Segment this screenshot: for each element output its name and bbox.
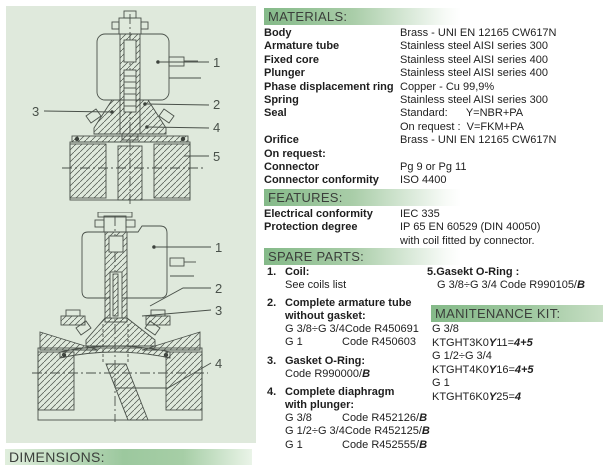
item-number: 2. — [267, 297, 277, 310]
o-ring-right — [181, 137, 185, 141]
feature-label: Protection degree — [264, 221, 358, 234]
material-label: Orifice — [264, 134, 299, 147]
spare-parts-list — [267, 266, 435, 452]
spare-part-item-5 — [427, 266, 603, 292]
kit-code: KTGHT4K0Y16=4+5 — [432, 363, 534, 376]
item-line: G 3/8÷G 3/4Code R450691 — [285, 322, 419, 335]
kit-code: KTGHT6K0Y25=4 — [432, 390, 521, 403]
callout-label: 4 — [215, 356, 223, 371]
material-label: Connector — [264, 160, 319, 173]
material-value: Pg 9 or Pg 11 — [400, 160, 467, 173]
callout-label: 4 — [213, 120, 221, 135]
spade-terminal — [169, 57, 201, 78]
item-line: G 1/2÷G 3/4Code R452125/B — [285, 425, 430, 438]
table-row — [264, 67, 604, 80]
item-title: Complete armature tube — [285, 297, 412, 310]
body-center — [118, 146, 142, 200]
port-left — [38, 352, 74, 410]
spare-part-item — [267, 386, 435, 452]
item-title: Coil: — [285, 266, 310, 278]
table-row — [264, 40, 604, 53]
material-label: Spring — [264, 93, 299, 106]
spare-part-item — [267, 266, 435, 292]
item-title: 5.Gasekt O-Ring : — [427, 266, 520, 278]
kit-code: KTGHT3K0Y11=4+5 — [432, 336, 533, 349]
material-value: Brass - UNI EN 12165 CW617N — [400, 27, 557, 39]
item-line: G 1 Code R450603 — [285, 336, 417, 349]
callout-label: 1 — [213, 55, 221, 70]
material-value: Stainless steel AISI series 400 — [400, 67, 548, 80]
item-line: G 3/8÷G 3/4 Code R990105/B — [437, 278, 585, 291]
material-label: Armature tube — [264, 40, 340, 53]
feature-value: IP 65 EN 60529 (DIN 40050) — [400, 221, 541, 234]
port-right — [166, 352, 202, 410]
item-title: Complete diaphragm — [285, 386, 395, 399]
table-row — [264, 134, 604, 147]
callout-label: 2 — [213, 97, 221, 112]
feature-value: with coil fitted by connector. — [400, 234, 535, 247]
item-line: G 1 Code R452555/B — [285, 438, 428, 451]
materials-table — [264, 27, 604, 188]
material-label: On request: — [264, 147, 326, 160]
table-row — [264, 54, 604, 67]
material-value: On request : V=FKM+PA — [400, 120, 524, 133]
material-value: Brass - UNI EN 12165 CW617N — [400, 134, 557, 147]
table-row — [264, 174, 604, 187]
callout-label: 1 — [215, 240, 223, 255]
item-line: Code R990000/B — [285, 367, 371, 380]
kit-size: G 1/2÷G 3/4 — [432, 350, 492, 362]
maintenance-kit-list — [432, 323, 602, 404]
valve-cross-section-top — [8, 8, 232, 210]
table-row — [264, 107, 604, 120]
material-label: Seal — [264, 107, 287, 120]
item-number: 1. — [267, 266, 277, 278]
table-row — [264, 235, 604, 248]
material-value: Stainless steel AISI series 300 — [400, 40, 548, 53]
table-row — [264, 161, 604, 174]
features-header: FEATURES: — [264, 189, 461, 206]
item-title: without gasket: — [285, 310, 366, 323]
port-left — [70, 144, 106, 198]
feature-value: IEC 335 — [400, 208, 440, 220]
item-number: 3. — [267, 354, 277, 367]
table-row — [264, 121, 604, 134]
material-value: ISO 4400 — [400, 174, 447, 187]
item-title: Gasket O-Ring: — [285, 354, 366, 367]
callout-label: 3 — [215, 303, 223, 318]
material-label: Body — [264, 27, 292, 39]
port-right — [154, 144, 190, 198]
drawings-panel — [6, 6, 256, 443]
table-row — [264, 208, 604, 221]
maintenance-kit-header: MANITENANCE KIT: — [431, 305, 603, 322]
table-row — [264, 27, 604, 40]
table-row — [264, 221, 604, 234]
spade-terminal — [170, 258, 196, 276]
features-table — [264, 208, 604, 248]
table-row — [264, 81, 604, 94]
callout-label: 3 — [32, 104, 40, 119]
o-ring-left — [75, 137, 79, 141]
spare-part-item — [267, 355, 435, 381]
callout-label: 2 — [215, 281, 223, 296]
material-value: Copper - Cu 99,9% — [400, 80, 495, 93]
material-label: Phase displacement ring — [264, 80, 394, 93]
table-row — [264, 148, 604, 161]
material-label: Fixed core — [264, 53, 320, 66]
kit-size: G 3/8 — [432, 323, 459, 335]
body-web — [106, 364, 148, 420]
materials-header: MATERIALS: — [264, 8, 461, 25]
table-row — [264, 94, 604, 107]
item-line: G 3/8 Code R452126/B — [285, 411, 428, 424]
item-line: See coils list — [285, 278, 347, 291]
spare-parts-header: SPARE PARTS: — [264, 248, 461, 265]
material-value: Stainless steel AISI series 300 — [400, 93, 548, 106]
valve-cross-section-bottom — [8, 212, 232, 426]
callout-label: 5 — [213, 149, 221, 164]
kit-size: G 1 — [432, 377, 450, 389]
material-label: Connector conformity — [264, 174, 379, 187]
spare-part-item — [267, 297, 435, 350]
material-value: Standard: Y=NBR+PA — [400, 107, 524, 120]
dimensions-header: DIMENSIONS: — [5, 449, 252, 465]
item-title: with plunger: — [285, 398, 355, 411]
material-value: Stainless steel AISI series 400 — [400, 53, 548, 66]
feature-label: Electrical conformity — [264, 208, 373, 220]
material-label: Plunger — [264, 67, 305, 80]
item-number: 4. — [267, 386, 277, 399]
